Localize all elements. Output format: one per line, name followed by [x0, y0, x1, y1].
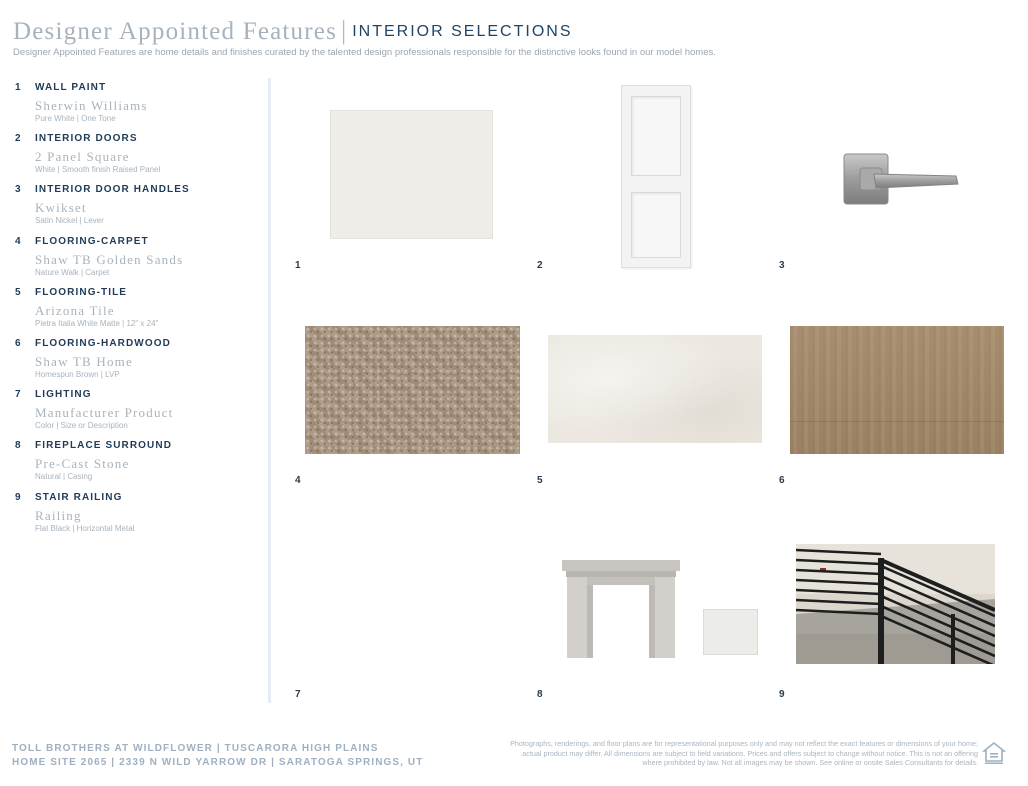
- door-lower-panel: [631, 192, 681, 258]
- selection-brand: Sherwin Williams: [35, 98, 148, 113]
- selection-item: [15, 389, 265, 440]
- selection-number: 1: [15, 82, 21, 93]
- selection-number: 8: [15, 440, 21, 452]
- footer-community-info: [12, 742, 423, 770]
- selection-spec: White | Smooth finish Raised Panel: [35, 165, 161, 175]
- selection-spec: Natural | Casing: [35, 472, 93, 482]
- selection-category: INTERIOR DOORS: [35, 133, 138, 145]
- selection-number: 7: [15, 389, 21, 401]
- selection-category: LIGHTING: [35, 389, 92, 401]
- stair-railing-image: [796, 544, 995, 664]
- selection-item: [15, 82, 265, 133]
- selection-category: FIREPLACE SURROUND: [35, 440, 173, 452]
- selection-spec: Flat Black | Horizontal Metal: [35, 523, 135, 533]
- tile-swatch: [548, 335, 762, 443]
- fireplace-surround-image: [562, 558, 680, 658]
- selection-spec: Satin Nickel | Lever: [35, 216, 104, 226]
- selection-spec: Pietra Italia White Matte | 12" x 24": [35, 318, 159, 328]
- selection-number: 9: [15, 491, 21, 503]
- grid-label: 4: [295, 475, 301, 486]
- title-separator: |: [341, 16, 347, 45]
- grid-label: 6: [779, 475, 785, 486]
- page-header: [13, 16, 572, 46]
- selection-brand: Kwikset: [35, 200, 87, 216]
- page-title: Designer Appointed Features: [13, 18, 338, 45]
- footer-line-2: HOME SITE 2065 | 2339 N WILD YARROW DR | SARATOGA SPRINGS, UT: [12, 757, 424, 768]
- interior-door-image: [621, 85, 691, 268]
- footer-line-1: TOLL BROTHERS AT WILDFLOWER | TUSCARORA HIGH PLAINS: [12, 743, 379, 754]
- selection-item: [15, 184, 265, 235]
- grid-label: 5: [537, 475, 543, 486]
- grid-label: 8: [537, 689, 543, 700]
- hardwood-swatch: [790, 326, 1004, 454]
- selection-item: [15, 287, 265, 338]
- selection-category: WALL PAINT: [35, 82, 107, 93]
- selection-category: FLOORING-TILE: [35, 286, 128, 298]
- selection-number: 2: [15, 133, 21, 145]
- selection-category: FLOORING-CARPET: [35, 235, 149, 247]
- selection-brand: Manufacturer Product: [35, 405, 174, 421]
- selection-item: [15, 492, 265, 543]
- carpet-swatch: [305, 326, 520, 454]
- footer-disclaimer: Photographs, renderings, and floor plans are for representational purposes only and may not reflect the exact features or dimensions of your home; actual product may differ. All dimensions are subject to field variations. Prices and offers subject to change without notice. This is not an offering where prohibited by law. Not all images may be shown. See online or onsite Sales Consultants for details.: [510, 739, 978, 767]
- selection-spec: Homespun Brown | LVP: [35, 369, 120, 379]
- selection-brand: Shaw TB Home: [35, 353, 133, 369]
- selection-spec: Pure White | One Tone: [35, 114, 116, 123]
- selection-item: [15, 440, 265, 491]
- selection-item: [15, 133, 265, 184]
- selection-category: STAIR RAILING: [35, 491, 123, 503]
- selection-number: 3: [15, 184, 21, 196]
- wall-paint-swatch: [330, 110, 493, 239]
- selection-number: 4: [15, 235, 21, 247]
- selection-category: FLOORING-HARDWOOD: [35, 337, 171, 349]
- selection-brand: Arizona Tile: [35, 302, 115, 318]
- stone-sample-swatch: [703, 609, 758, 655]
- grid-label: 7: [295, 689, 301, 700]
- door-lever-handle-icon: [830, 140, 970, 220]
- selection-brand: Pre-Cast Stone: [35, 456, 130, 472]
- grid-label: 3: [779, 260, 785, 271]
- page-description: Designer Appointed Features are home details and finishes curated by the talented design professionals responsible for the distinctive looks found in our model homes.: [13, 47, 716, 58]
- selection-spec: Nature Walk | Carpet: [35, 267, 110, 277]
- equal-housing-opportunity-icon: [982, 741, 1006, 765]
- door-upper-panel: [631, 96, 681, 176]
- divider: [268, 78, 271, 703]
- grid-label: 2: [537, 260, 543, 271]
- grid-label: 1: [295, 260, 301, 271]
- page-subtitle: INTERIOR SELECTIONS: [352, 23, 573, 40]
- selection-brand: Railing: [35, 507, 82, 523]
- selection-category: INTERIOR DOOR HANDLES: [35, 184, 190, 196]
- selection-spec: Color | Size or Description: [35, 421, 128, 431]
- selection-number: 6: [15, 337, 21, 349]
- selections-list: [15, 82, 265, 543]
- selection-item: [15, 338, 265, 389]
- selection-item: [15, 236, 265, 287]
- selection-brand: 2 Panel Square: [35, 149, 130, 165]
- selection-number: 5: [15, 286, 21, 298]
- grid-label: 9: [779, 689, 785, 700]
- selection-brand: Shaw TB Golden Sands: [35, 251, 184, 267]
